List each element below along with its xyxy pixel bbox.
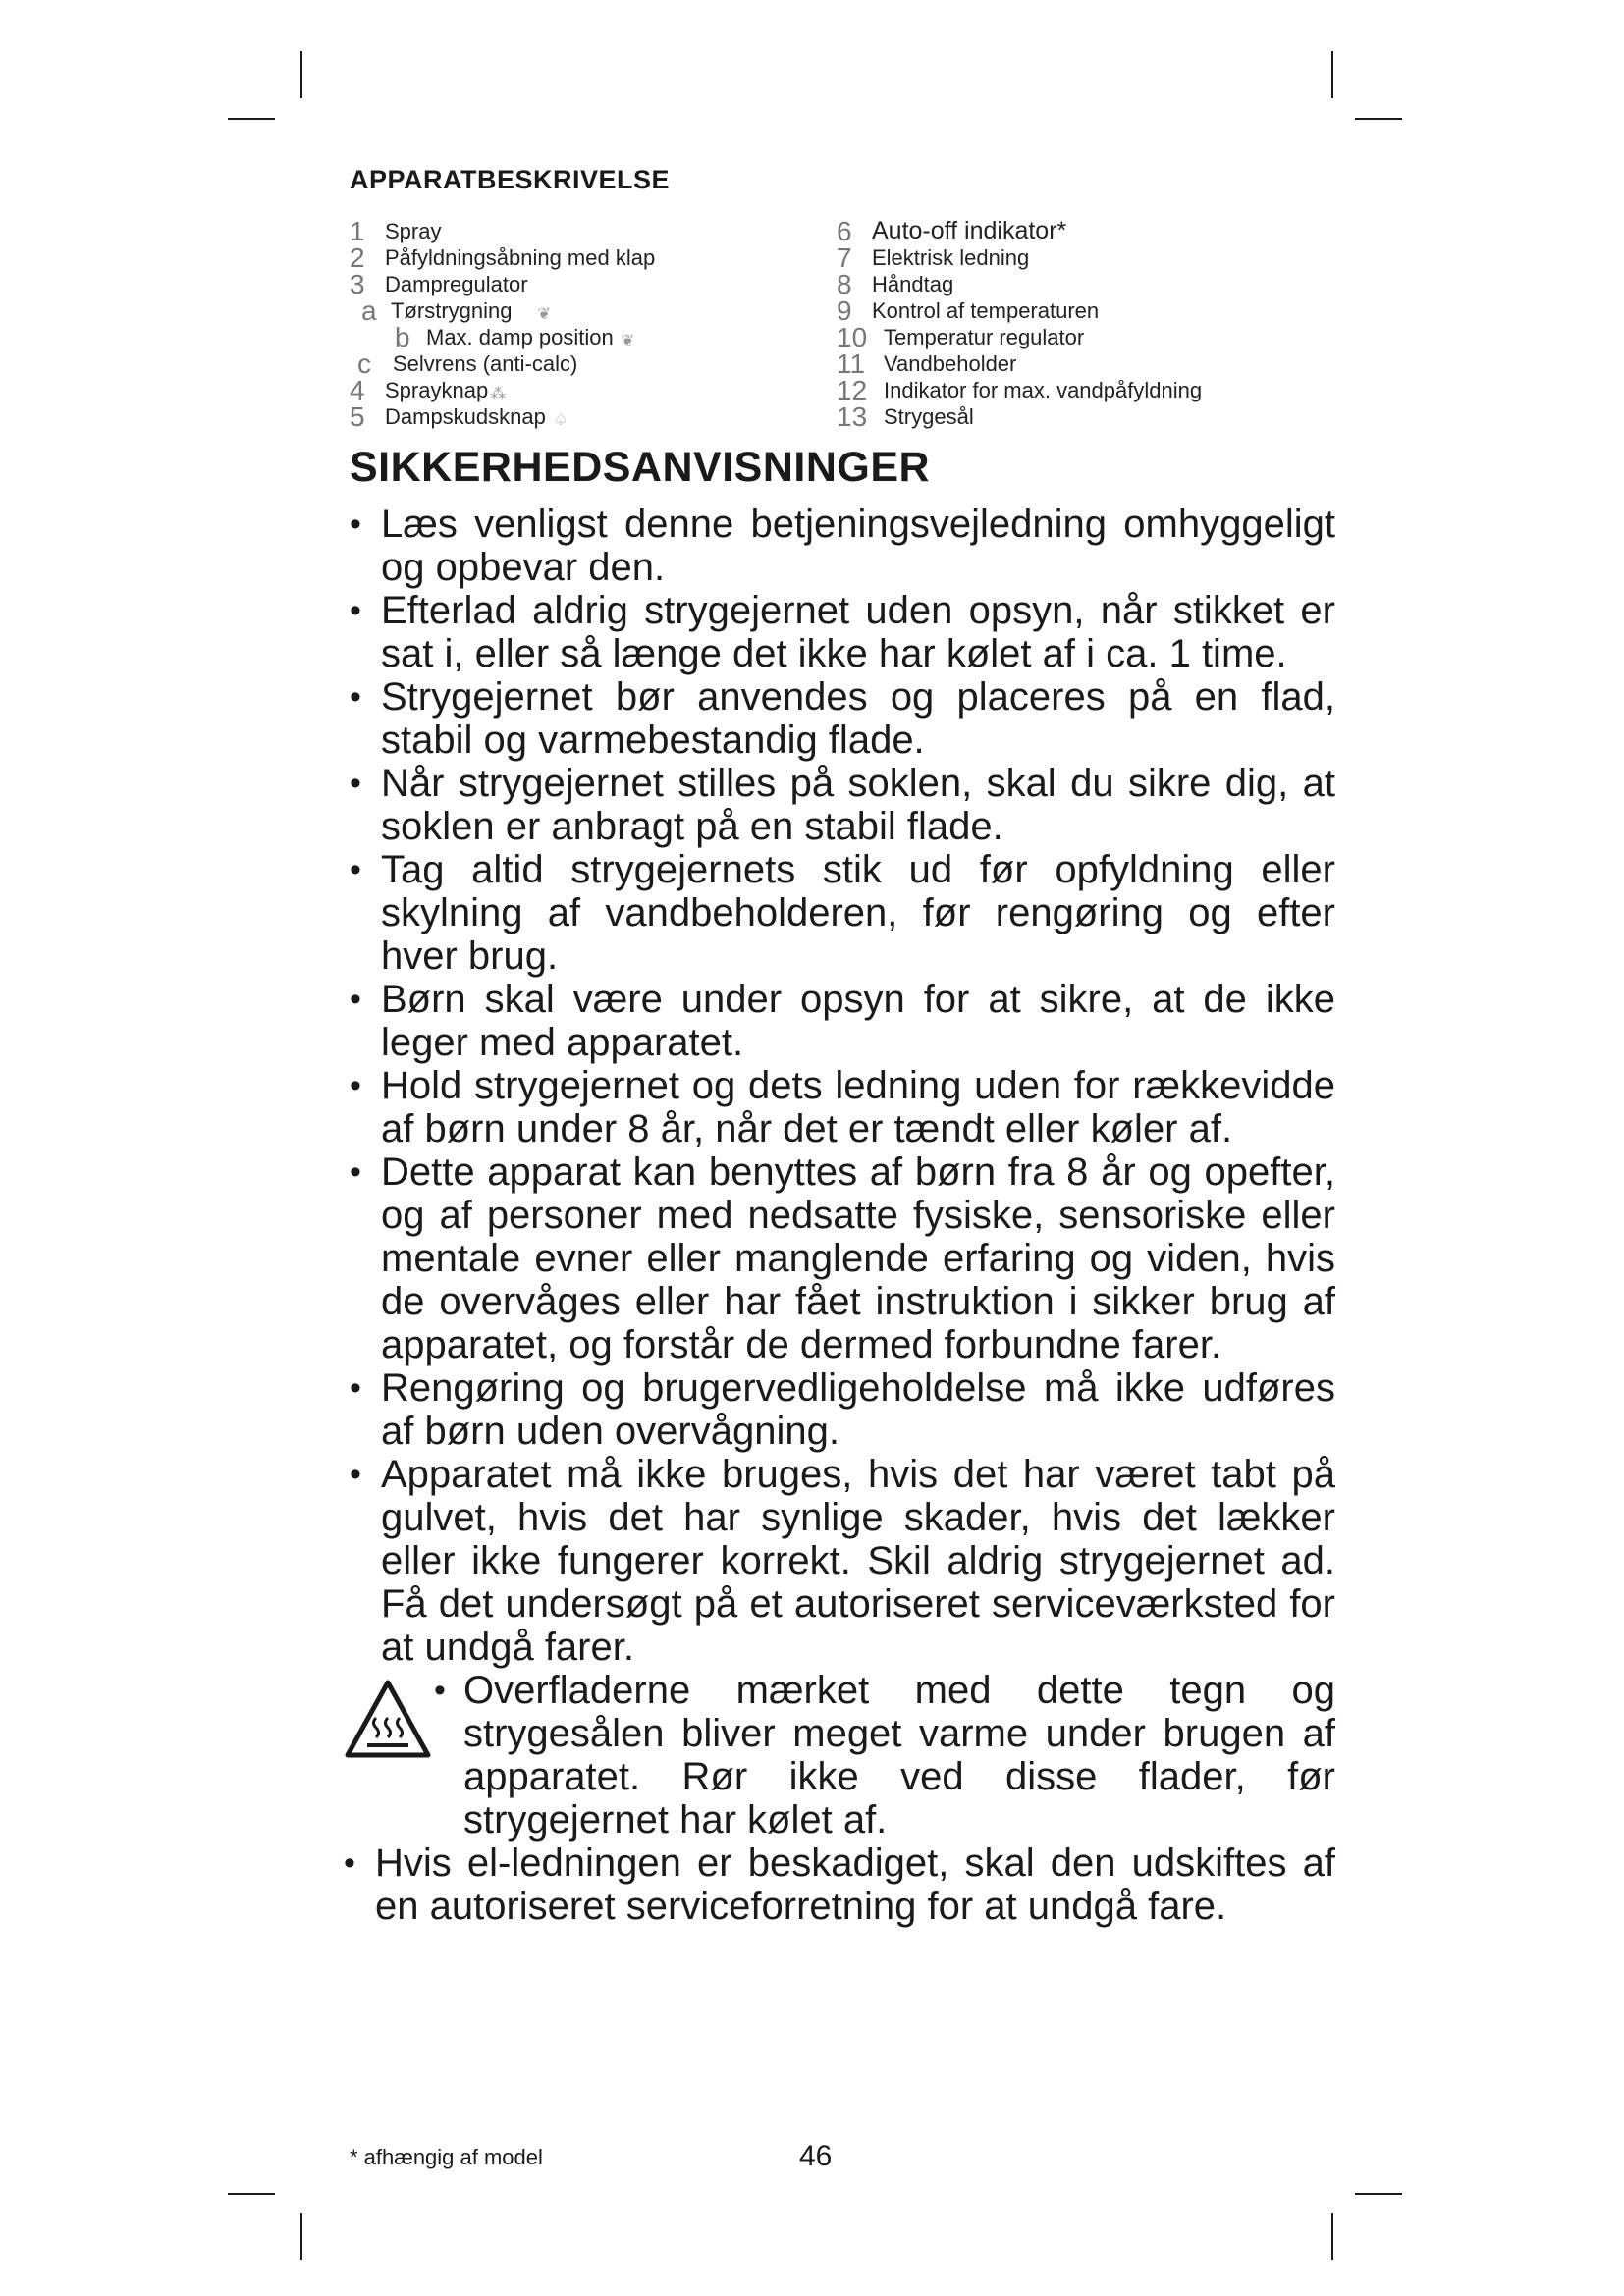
crop-mark-bottom-left-vertical	[300, 2213, 302, 2260]
part-row	[350, 297, 782, 324]
crop-mark-top-left-vertical	[300, 51, 302, 98]
part-number: 3	[350, 269, 365, 299]
part-label: Indikator for max. vandpåfyldning	[884, 378, 1203, 402]
safety-bullet-list	[344, 503, 1335, 1928]
part-label: Spray	[385, 219, 442, 243]
bullet-icon: •	[350, 1067, 361, 1104]
part-label: Kontrol af temperaturen	[872, 298, 1100, 323]
part-row	[837, 244, 1308, 271]
list-item	[350, 503, 1335, 589]
list-item	[350, 675, 1335, 762]
bullet-text: Efterlad aldrig strygejernet uden opsyn, når stikket er sat i, eller så længe det ikke har kølet af i ca. 1 time.	[381, 589, 1335, 675]
part-label: Temperatur regulator	[884, 325, 1085, 349]
part-number: 12	[837, 375, 868, 405]
bullet-icon: •	[434, 1672, 446, 1709]
part-label: Sprayknap	[385, 378, 489, 402]
part-row	[350, 350, 782, 377]
part-label: Elektrisk ledning	[872, 245, 1030, 270]
hot-surface-warning-icon	[344, 1679, 432, 1759]
list-item	[344, 1842, 1335, 1928]
parts-list-left	[350, 218, 782, 430]
section-title: APPARATBESKRIVELSE	[350, 165, 671, 194]
bullet-text: Dette apparat kan benyttes af børn fra 8 år og opefter, og af personer med nedsatte fysiske, sensoriske eller mentale evner eller manglende erfaring og viden, hvis de overvåges eller har fået instruktion i sikker brug af apparatet, og forstår de dermed forbundne farer.	[381, 1150, 1335, 1366]
part-number: 8	[837, 269, 852, 299]
crop-mark-bottom-right-horizontal	[1355, 2193, 1402, 2195]
list-item	[350, 1150, 1335, 1366]
part-number: 7	[837, 242, 852, 273]
bullet-text: Rengøring og brugervedligeholdelse må ikke udføres af børn uden overvågning.	[381, 1366, 1335, 1453]
bullet-icon: •	[350, 678, 361, 716]
main-heading: SIKKERHEDSANVISNINGER	[350, 444, 931, 491]
bullet-text: Læs venligst denne betjeningsvejledning omhyggeligt og opbevar den.	[381, 503, 1335, 589]
part-label: Selvrens (anti-calc)	[393, 351, 578, 376]
part-number: 1	[350, 216, 365, 246]
part-label: Dampregulator	[385, 272, 528, 296]
bullet-icon: •	[350, 1456, 361, 1493]
bullet-text: Når strygejernet stilles på soklen, skal du sikre dig, at soklen er anbragt på en stabil flade.	[381, 762, 1335, 848]
crop-mark-top-right-horizontal	[1355, 118, 1402, 120]
list-item-warning	[350, 1669, 1335, 1842]
page-number: 46	[799, 2140, 833, 2172]
crop-mark-bottom-right-vertical	[1331, 2213, 1333, 2260]
part-row	[837, 403, 1308, 430]
bullet-text: Hvis el-ledningen er beskadiget, skal den udskiftes af en autoriseret serviceforretning for at undgå fare.	[375, 1842, 1335, 1928]
part-row	[350, 324, 782, 350]
parts-list-right	[837, 218, 1308, 430]
part-number: 5	[350, 401, 365, 432]
part-number: 11	[837, 348, 866, 379]
crop-mark-top-right-vertical	[1331, 51, 1333, 98]
part-row	[837, 377, 1308, 403]
part-row	[837, 297, 1308, 324]
spray-icon: ⁂	[490, 386, 507, 402]
part-label: Strygesål	[884, 404, 974, 429]
part-row	[350, 244, 782, 271]
part-row	[350, 271, 782, 297]
part-number: 4	[350, 375, 365, 405]
crop-mark-bottom-left-horizontal	[228, 2193, 275, 2195]
part-number: b	[395, 322, 410, 352]
bullet-text: Tag altid strygejernets stik ud før opfyldning eller skylning af vandbeholderen, før rengøring og efter hver brug.	[381, 848, 1335, 978]
bullet-text: Børn skal være under opsyn for at sikre, at de ikke leger med apparatet.	[381, 978, 1335, 1064]
max-steam-icon: ❦	[621, 333, 635, 349]
bullet-icon: •	[344, 1844, 355, 1882]
part-row	[837, 271, 1308, 297]
part-number: 6	[837, 216, 852, 246]
bullet-icon: •	[350, 592, 361, 629]
crop-mark-top-left-horizontal	[228, 118, 275, 120]
part-row	[350, 377, 782, 403]
part-number: 9	[837, 295, 852, 326]
steam-shot-icon: ♤	[553, 412, 568, 429]
list-item	[350, 1064, 1335, 1150]
bullet-icon: •	[350, 851, 361, 888]
part-label: Auto-off indikator*	[872, 217, 1067, 244]
list-item	[350, 1453, 1335, 1669]
list-item	[350, 589, 1335, 675]
part-number: 10	[837, 322, 868, 352]
bullet-text: Hold strygejernet og dets ledning uden for rækkevidde af børn under 8 år, når det er tændt eller køler af.	[381, 1064, 1335, 1150]
bullet-icon: •	[350, 765, 361, 802]
list-item	[350, 978, 1335, 1064]
bullet-icon: •	[350, 1153, 361, 1191]
list-item	[350, 1366, 1335, 1453]
part-label: Håndtag	[872, 272, 954, 296]
part-label: Tørstrygning	[391, 298, 513, 323]
list-item	[350, 848, 1335, 978]
part-label: Dampskudsknap	[385, 404, 546, 429]
part-row	[350, 403, 782, 430]
part-label: Vandbeholder	[884, 351, 1017, 376]
part-number: c	[357, 348, 371, 379]
footnote: * afhængig af model	[350, 2145, 543, 2169]
bullet-text: Strygejernet bør anvendes og placeres på en flad, stabil og varmebestandig flade.	[381, 675, 1335, 762]
part-label: Påfyldningsåbning med klap	[385, 245, 656, 270]
part-number: 13	[837, 401, 868, 432]
bullet-text: Overfladerne mærket med dette tegn og strygesålen bliver meget varme under brugen af apparatet. Rør ikke ved disse flader, før strygejernet har kølet af.	[463, 1669, 1335, 1842]
bullet-text: Apparatet må ikke bruges, hvis det har været tabt på gulvet, hvis det har synlige skader, hvis det lækker eller ikke fungerer korrekt. Skil aldrig strygejernet ad. Få det undersøgt på et autoriseret serviceværksted for at undgå farer.	[381, 1453, 1335, 1669]
part-label: Max. damp position	[426, 325, 614, 349]
part-row	[837, 324, 1308, 350]
part-row	[350, 218, 782, 244]
part-number: 2	[350, 242, 365, 273]
part-number: a	[361, 295, 377, 326]
bullet-icon: •	[350, 506, 361, 543]
list-item	[350, 762, 1335, 848]
bullet-icon: •	[350, 1369, 361, 1407]
part-row	[837, 218, 1308, 244]
part-row	[837, 350, 1308, 377]
bullet-icon: •	[350, 981, 361, 1018]
dry-steam-icon: ❦	[537, 306, 551, 323]
